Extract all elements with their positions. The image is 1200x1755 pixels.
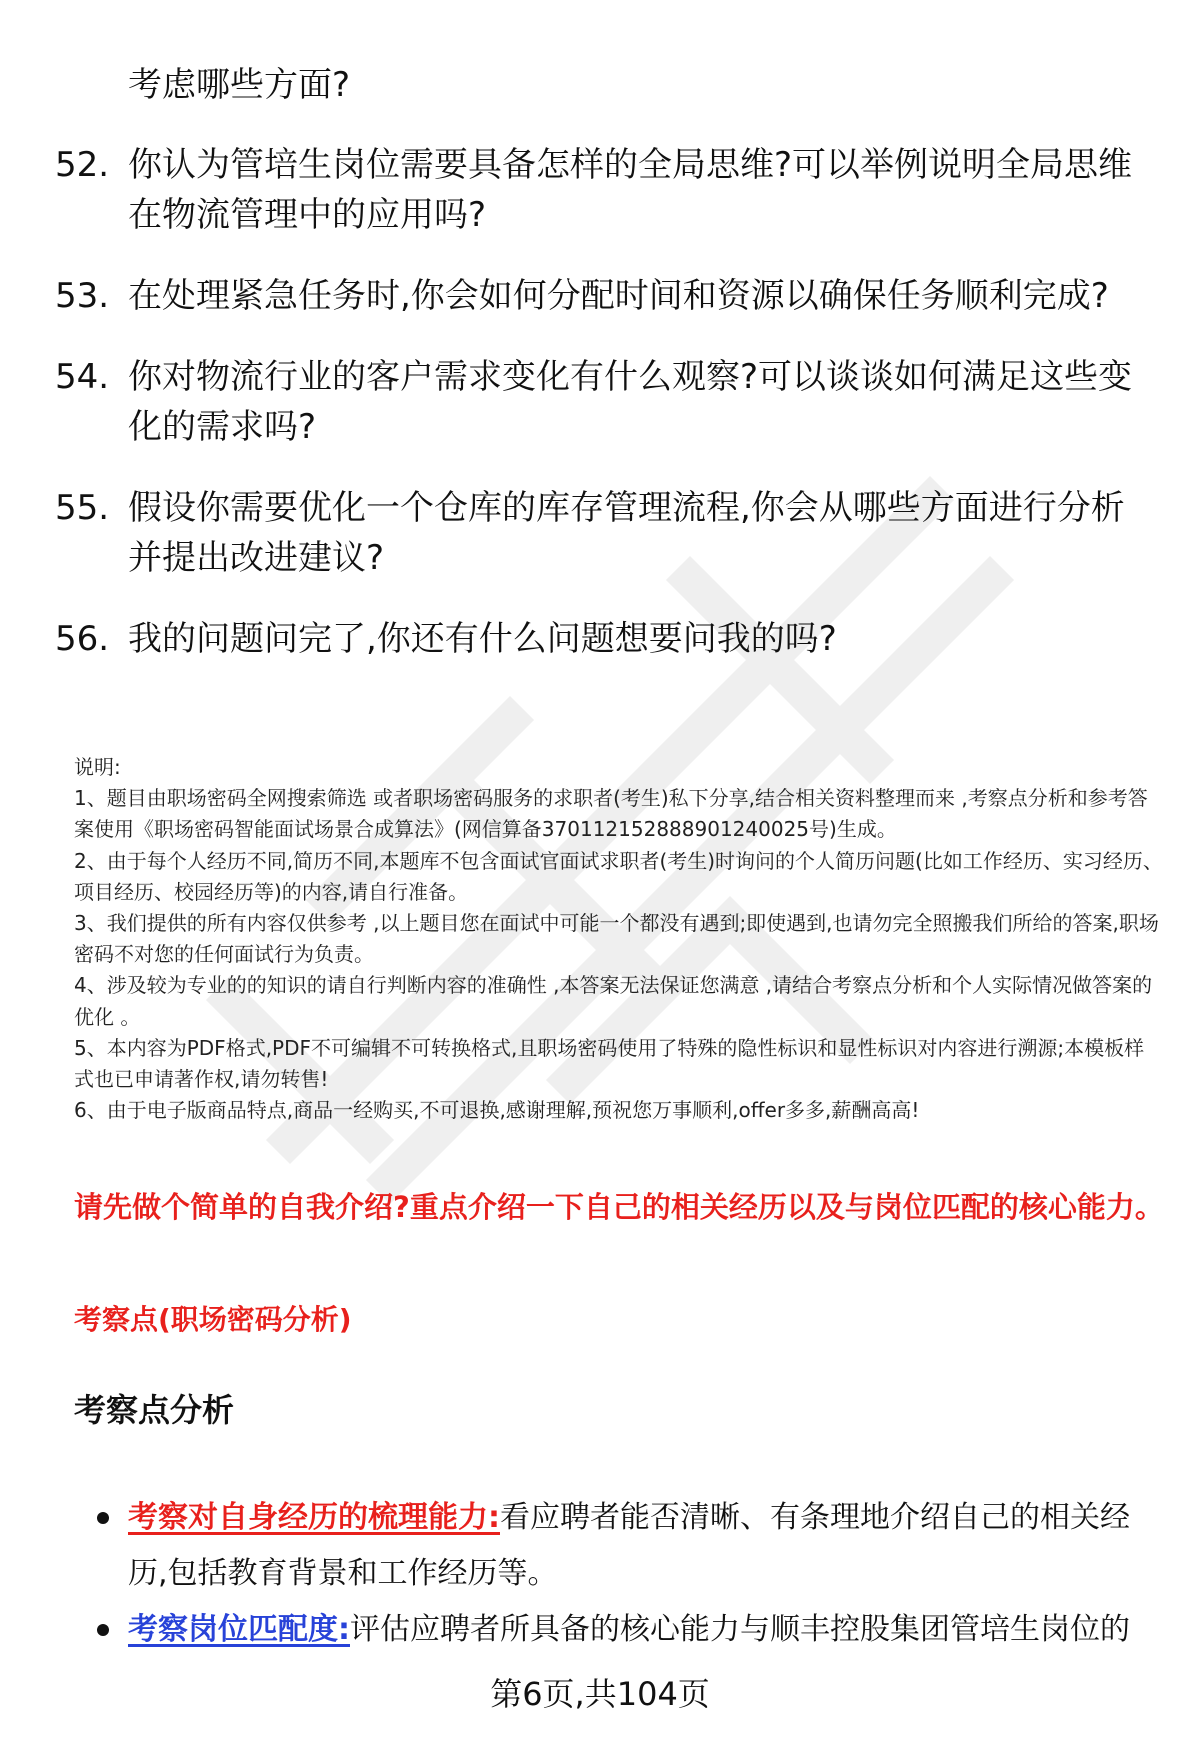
question-number: 56. bbox=[55, 619, 110, 659]
question-number: 55. bbox=[55, 488, 110, 528]
note-item: 6、由于电子版商品特点,商品一经购买,不可退换,感谢理解,预祝您万事顺利,offer多多,薪酬高高! bbox=[74, 1098, 920, 1123]
page-number: 第6页,共104页 bbox=[490, 1675, 710, 1713]
bullet-key: 考察对自身经历的梳理能力: bbox=[128, 1500, 500, 1535]
question-text: 你对物流行业的客户需求变化有什么观察?可以谈谈如何满足这些变化的需求吗? bbox=[128, 357, 1133, 447]
bullet-icon bbox=[97, 1624, 109, 1636]
featured-question: 请先做个简单的自我介绍?重点介绍一下自己的相关经历以及与岗位匹配的核心能力。 bbox=[74, 1190, 1164, 1224]
question-item bbox=[0, 271, 1200, 321]
bullet-text: 评估应聘者所具备的核心能力与顺丰控股集团管培生岗位的 bbox=[350, 1612, 1130, 1647]
list-item bbox=[0, 1490, 1148, 1602]
note-item: 2、由于每个人经历不同,简历不同,本题库不包含面试官面试求职者(考生)时询问的个人简历问题(比如工作经历、实习经历、项目经历、校园经历等)的内容,请自行准备。 bbox=[74, 848, 1163, 904]
question-text: 我的问题问完了,你还有什么问题想要问我的吗? bbox=[128, 619, 837, 659]
question-item bbox=[0, 483, 1200, 583]
question-number: 52. bbox=[55, 145, 110, 185]
note-item: 4、涉及较为专业的的知识的请自行判断内容的准确性 ,本答案无法保证您满意 ,请结合考察点分析和个人实际情况做答案的优化 。 bbox=[74, 973, 1153, 1029]
question-text: 假设你需要优化一个仓库的库存管理流程,你会从哪些方面进行分析并提出改进建议? bbox=[128, 488, 1125, 578]
question-number: 54. bbox=[55, 357, 110, 397]
analysis-subheading: 考察点(职场密码分析) bbox=[74, 1303, 352, 1336]
question-item bbox=[0, 140, 1200, 240]
analysis-list bbox=[0, 1490, 1200, 1658]
section-title: 考察点分析 bbox=[74, 1391, 235, 1429]
notes-heading: 说明: bbox=[74, 755, 121, 779]
note-item: 1、题目由职场密码全网搜索筛选 或者职场密码服务的求职者(考生)私下分享,结合相关资料整理而来 ,考察点分析和参考答案使用《职场密码智能面试场景合成算法》(网信算备370112152888901240025号)生成。 bbox=[74, 786, 1148, 842]
question-list bbox=[0, 140, 1200, 695]
bullet-icon bbox=[97, 1512, 109, 1524]
note-item: 5、本内容为PDF格式,PDF不可编辑不可转换格式,且职场密码使用了特殊的隐性标识和显性标识对内容进行溯源;本模板样式也已申请著作权,请勿转售! bbox=[74, 1035, 1145, 1092]
bullet-text: 看应聘者能否清晰、有条理地介绍自己的相关经历,包括教育背景和工作经历等。 bbox=[128, 1500, 1130, 1591]
question-item bbox=[0, 352, 1200, 452]
notes-block bbox=[74, 752, 1164, 1126]
bullet-key: 考察岗位匹配度: bbox=[128, 1612, 350, 1647]
question-text: 你认为管培生岗位需要具备怎样的全局思维?可以举例说明全局思维在物流管理中的应用吗? bbox=[128, 145, 1133, 235]
question-continuation: 考虑哪些方面? bbox=[128, 65, 351, 105]
question-number: 53. bbox=[55, 276, 110, 316]
question-text: 在处理紧急任务时,你会如何分配时间和资源以确保任务顺利完成? bbox=[128, 276, 1109, 316]
list-item bbox=[0, 1602, 1148, 1658]
question-item bbox=[0, 614, 1200, 664]
note-item: 3、我们提供的所有内容仅供参考 ,以上题目您在面试中可能一个都没有遇到;即使遇到,也请勿完全照搬我们所给的答案,职场密码不对您的任何面试行为负责。 bbox=[74, 911, 1159, 967]
